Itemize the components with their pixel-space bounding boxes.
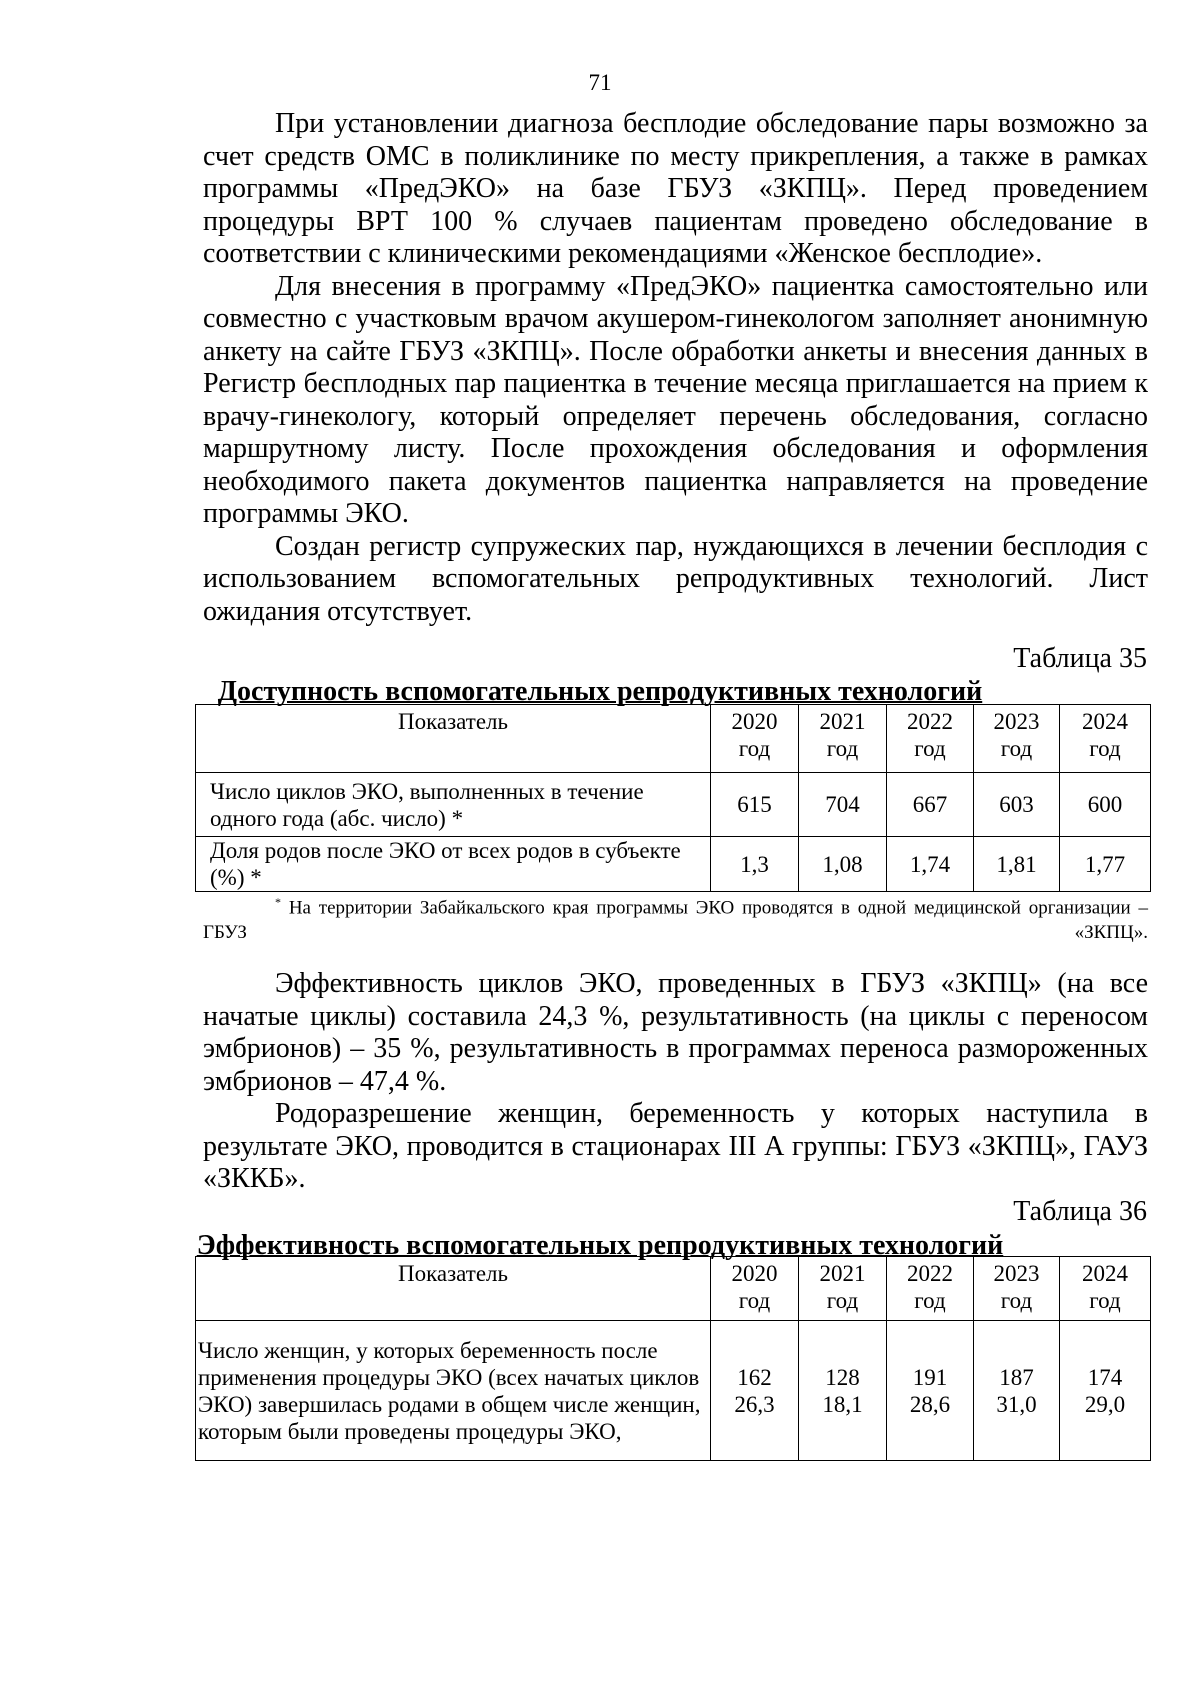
cell-value: 1,3 bbox=[711, 837, 799, 892]
table-header-row bbox=[196, 1257, 1151, 1321]
row-label: Число циклов ЭКО, выполненных в течение одного года (абс. число) * bbox=[196, 773, 711, 837]
table-row bbox=[196, 837, 1151, 892]
table-row bbox=[196, 773, 1151, 837]
cell-value: 128 18,1 bbox=[799, 1321, 887, 1461]
footnote-mark: * bbox=[275, 895, 281, 909]
header-year: 2023 год bbox=[974, 1257, 1060, 1321]
table-35 bbox=[195, 704, 1151, 892]
paragraph: Эффективность циклов ЭКО, проведенных в ГБУЗ «ЗКПЦ» (на все начатые циклы) составила 24,3 %, результативность (на циклы с переносом эмбрионов) – 35 %, результативность в программах переноса размороженных эмбрионов – 47,4 %. bbox=[203, 968, 1148, 1097]
cell-value: 1,77 bbox=[1060, 837, 1151, 892]
cell-value: 615 bbox=[711, 773, 799, 837]
body-text-top bbox=[203, 108, 1148, 628]
cell-value: 162 26,3 bbox=[711, 1321, 799, 1461]
header-year: 2021 год bbox=[799, 705, 887, 773]
cell-value: 704 bbox=[799, 773, 887, 837]
row-label: Доля родов после ЭКО от всех родов в субъекте (%) * bbox=[196, 837, 711, 892]
table-36 bbox=[195, 1256, 1151, 1461]
header-year: 2020 год bbox=[711, 1257, 799, 1321]
row-label: Число женщин, у которых беременность после применения процедуры ЭКО (всех начатых циклов ЭКО) завершилась родами в общем числе женщин, которым были проведены процедуры ЭКО, bbox=[196, 1321, 711, 1461]
cell-value: 667 bbox=[887, 773, 974, 837]
paragraph: При установлении диагноза бесплодие обследование пары возможно за счет средств ОМС в поликлинике по месту прикрепления, а также в рамках программы «ПредЭКО» на базе ГБУЗ «ЗКПЦ». Перед проведением процедуры ВРТ 100 % случаев пациентам проведено обследование в соответствии с клиническими рекомендациями «Женское бесплодие». bbox=[203, 108, 1148, 269]
page-number: 71 bbox=[588, 70, 612, 95]
table-36-title: Эффективность вспомогательных репродуктивных технологий bbox=[196, 1230, 1004, 1261]
cell-value: 187 31,0 bbox=[974, 1321, 1060, 1461]
header-year: 2022 год bbox=[887, 1257, 974, 1321]
table-35-footnote bbox=[203, 890, 1148, 945]
cell-value: 191 28,6 bbox=[887, 1321, 974, 1461]
header-year: 2024 год bbox=[1060, 1257, 1151, 1321]
paragraph: Для внесения в программу «ПредЭКО» пациентка самостоятельно или совместно с участковым врачом акушером-гинекологом заполняет анонимную анкету на сайте ГБУЗ «ЗКПЦ». После обработки анкеты и внесения данных в Регистр бесплодных пар пациентка в течение месяца приглашается на прием к врачу-гинекологу, который определяет перечень обследования, согласно маршрутному листу. После прохождения обследования и оформления необходимого пакета документов пациентка направляется на проведение программы ЭКО. bbox=[203, 270, 1148, 529]
cell-value: 1,81 bbox=[974, 837, 1060, 892]
body-text-middle bbox=[203, 968, 1148, 1196]
table-35-title: Доступность вспомогательных репродуктивных технологий bbox=[217, 676, 983, 707]
header-year: 2024 год bbox=[1060, 705, 1151, 773]
header-year: 2023 год bbox=[974, 705, 1060, 773]
header-year: 2021 год bbox=[799, 1257, 887, 1321]
table-36-label: Таблица 36 bbox=[1013, 1196, 1147, 1227]
paragraph: Родоразрешение женщин, беременность у которых наступила в результате ЭКО, проводится в стационарах III А группы: ГБУЗ «ЗКПЦ», ГАУЗ «ЗККБ». bbox=[203, 1098, 1148, 1194]
table-header-row bbox=[196, 705, 1151, 773]
table-35-label: Таблица 35 bbox=[1013, 643, 1147, 674]
header-indicator: Показатель bbox=[196, 705, 711, 773]
paragraph: Создан регистр супружеских пар, нуждающихся в лечении бесплодия с использованием вспомогательных репродуктивных технологий. Лист ожидания отсутствует. bbox=[203, 530, 1148, 627]
cell-value: 1,08 bbox=[799, 837, 887, 892]
header-indicator: Показатель bbox=[196, 1257, 711, 1321]
cell-value: 174 29,0 bbox=[1060, 1321, 1151, 1461]
cell-value: 603 bbox=[974, 773, 1060, 837]
table-row bbox=[196, 1321, 1151, 1461]
cell-value: 1,74 bbox=[887, 837, 974, 892]
cell-value: 600 bbox=[1060, 773, 1151, 837]
footnote-text: На территории Забайкальского края программы ЭКО проводятся в одной медицинской организации – ГБУЗ «ЗКПЦ». bbox=[203, 897, 1149, 944]
header-year: 2020 год bbox=[711, 705, 799, 773]
header-year: 2022 год bbox=[887, 705, 974, 773]
